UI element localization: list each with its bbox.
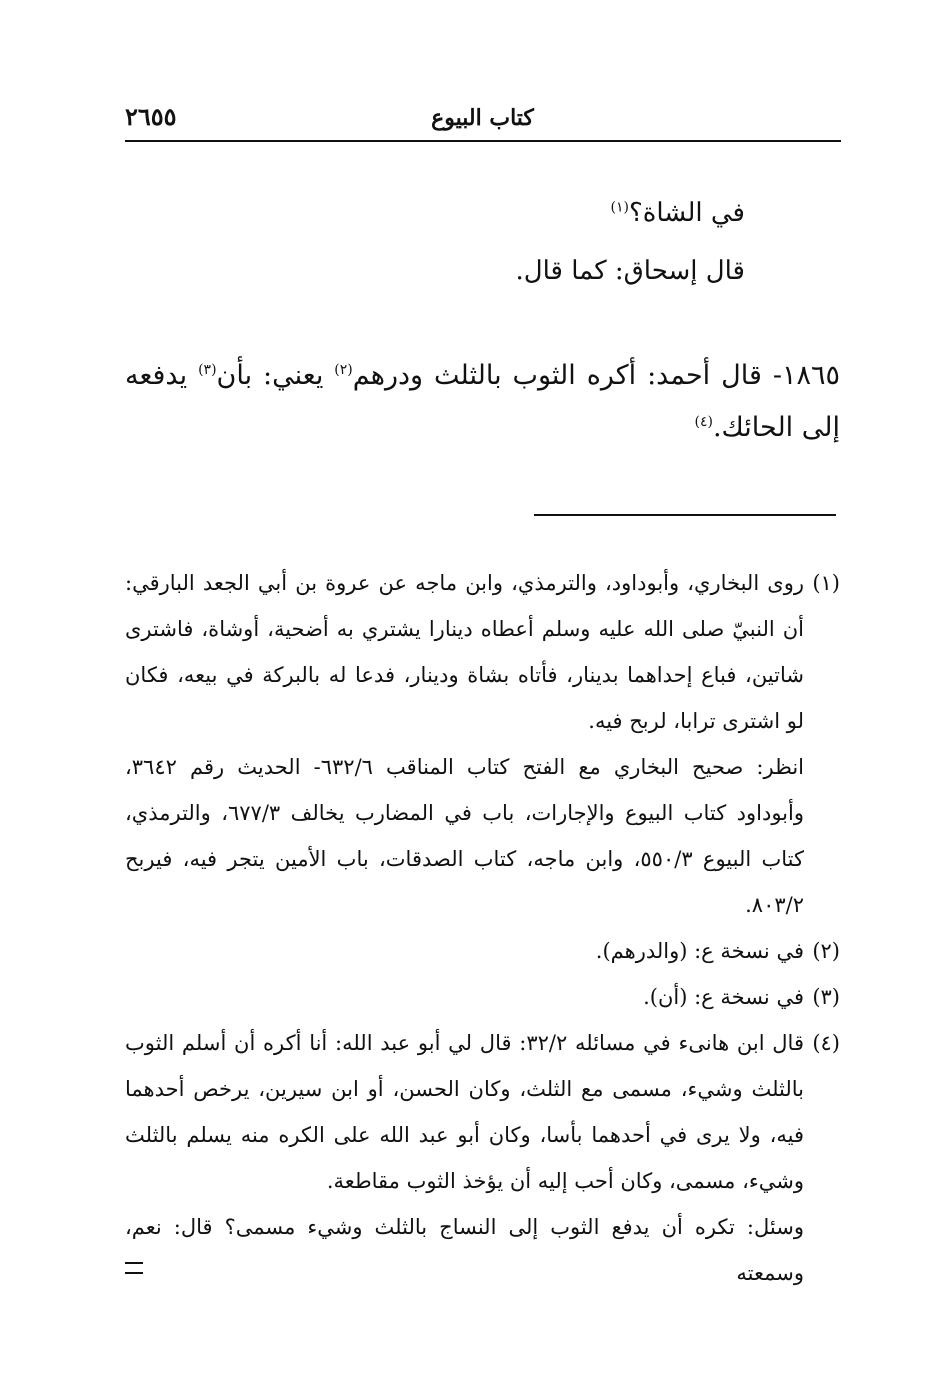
footnote-ref-3: (٣) bbox=[198, 362, 217, 378]
footnote-2-text: في نسخة ع: (والدرهم). bbox=[595, 939, 804, 963]
footnote-4 bbox=[125, 1020, 840, 1204]
line1-text: في الشاة؟ bbox=[628, 198, 745, 228]
footnote-1 bbox=[125, 560, 840, 744]
header-rule bbox=[125, 140, 841, 142]
footnote-2-mark: (٢) bbox=[812, 939, 840, 963]
text-line-1 bbox=[610, 196, 745, 230]
entry-number: ١٨٦٥- bbox=[772, 360, 840, 391]
footnote-2 bbox=[125, 928, 840, 974]
entry-text-a: قال أحمد: أكره الثوب بالثلث ودرهم bbox=[352, 360, 762, 391]
entry-text-b: يعني: بأن bbox=[216, 360, 324, 391]
footnote-separator bbox=[534, 514, 836, 516]
footnote-4-text: قال ابن هانىء في مسائله ٣٢/٢: قال لي أبو عبد الله: أنا أكره أن أسلم الثوب بالثلث وشيء، مسمى مع الثلث، وكان الحسن، أو ابن سيرين، يرخص أحدهما فيه، ولا يرى في أحدهما بأسا، وكان أبو عبد الله على الكره منه يسلم بالثلث وشيء، مسمى، وكان أحب إليه أن يؤخذ الثوب مقاطعة. bbox=[125, 1031, 804, 1193]
footnote-3 bbox=[125, 974, 840, 1020]
continuation-mark-icon bbox=[125, 1262, 143, 1274]
entry-text-c: يدفعه إلى الحائك. bbox=[125, 360, 840, 443]
page-header bbox=[125, 100, 840, 140]
footnote-ref-1: (١) bbox=[610, 199, 629, 216]
footnote-4-continuation: وسئل: تكره أن يدفع الثوب إلى النساج بالثلث وشيء مسمى؟ قال: نعم، وسمعته bbox=[125, 1215, 804, 1285]
footnotes bbox=[125, 560, 840, 1296]
footnote-ref-2: (٢) bbox=[334, 362, 353, 378]
footnote-1-reference: انظر: صحيح البخاري مع الفتح كتاب المناقب ٦٣٢/٦- الحديث رقم ٣٦٤٢، وأبوداود كتاب البيوع والإجارات، باب في المضارب يخالف ٦٧٧/٣، والترمذي، كتاب البيوع ٥٥٠/٣، وابن ماجه، كتاب الصدقات، باب الأمين يتجر فيه، فيربح ٨٠٣/٢. bbox=[125, 755, 805, 917]
footnote-1-text: روى البخاري، وأبوداود، والترمذي، وابن ماجه عن عروة بن أبي الجعد البارقي: أن النبيّ صلى الله عليه وسلم أعطاه دينارا يشتري به أضحية، أوشاة، فاشترى شاتين، فباع إحداهما بدينار، فأتاه بشاة ودينار، فدعا له بالبركة في بيعه، فكان لو اشترى ترابا، لربح فيه. bbox=[125, 571, 804, 733]
footnote-3-mark: (٣) bbox=[812, 985, 840, 1009]
footnote-ref-4: (٤) bbox=[694, 414, 713, 430]
entry-1865 bbox=[125, 350, 840, 454]
footnote-3-text: في نسخة ع: (أن). bbox=[643, 985, 804, 1009]
running-title: كتاب البيوع bbox=[431, 105, 534, 131]
page-number: ٢٦٥٥ bbox=[125, 102, 177, 131]
footnote-1-mark: (١) bbox=[812, 571, 840, 595]
text-line-2: قال إسحاق: كما قال. bbox=[515, 256, 745, 286]
footnote-4-mark: (٤) bbox=[812, 1031, 840, 1055]
